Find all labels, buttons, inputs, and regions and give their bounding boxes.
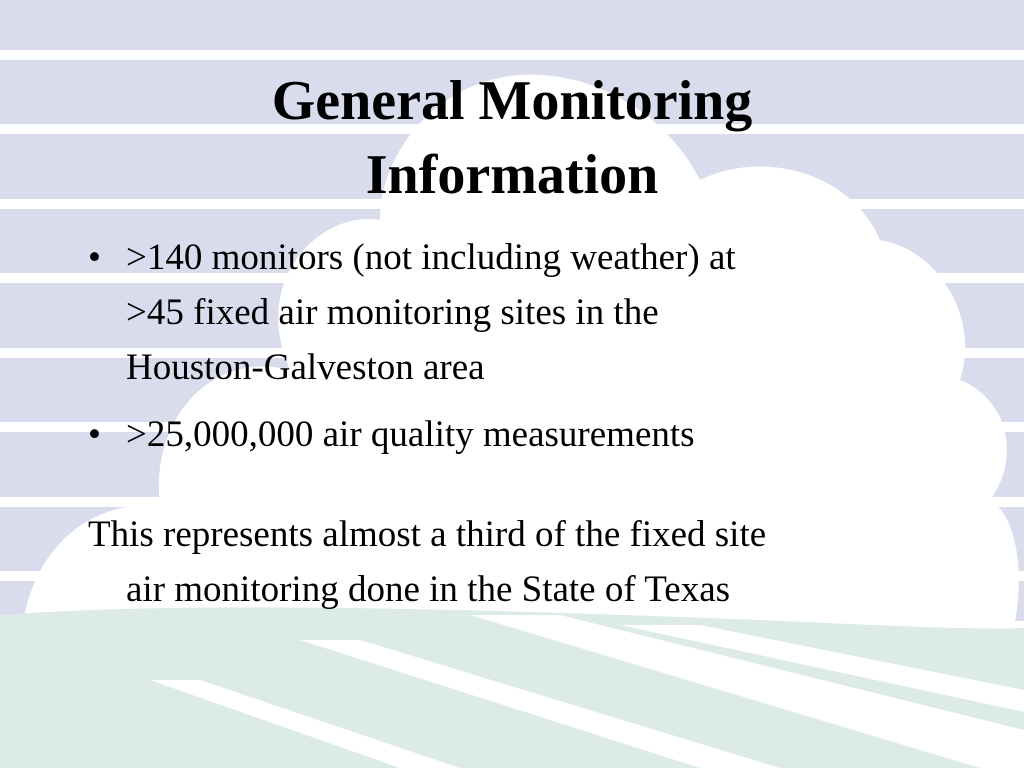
paragraph-line-2: air monitoring done in the State of Texas: [126, 569, 731, 610]
bullet-item-measurements: [88, 407, 948, 462]
bullet-text-line: >25,000,000 air quality measurements: [126, 414, 695, 455]
summary-paragraph: [88, 507, 948, 617]
title-line-1: General Monitoring: [271, 70, 753, 132]
bullet-list: [88, 230, 948, 462]
bullet-icon: •: [88, 414, 101, 455]
slide-body: [88, 230, 948, 617]
bullet-item-monitors: [88, 230, 948, 395]
bullet-text-line: Houston-Galveston area: [126, 347, 485, 388]
bullet-text-line: >140 monitors (not including weather) at: [126, 237, 736, 278]
bullet-text-line: >45 fixed air monitoring sites in the: [126, 292, 659, 333]
title-line-2: Information: [365, 144, 659, 206]
bullet-icon: •: [88, 237, 101, 278]
slide-title: [0, 64, 1024, 212]
paragraph-line-1: This represents almost a third of the fixed site: [88, 514, 767, 555]
